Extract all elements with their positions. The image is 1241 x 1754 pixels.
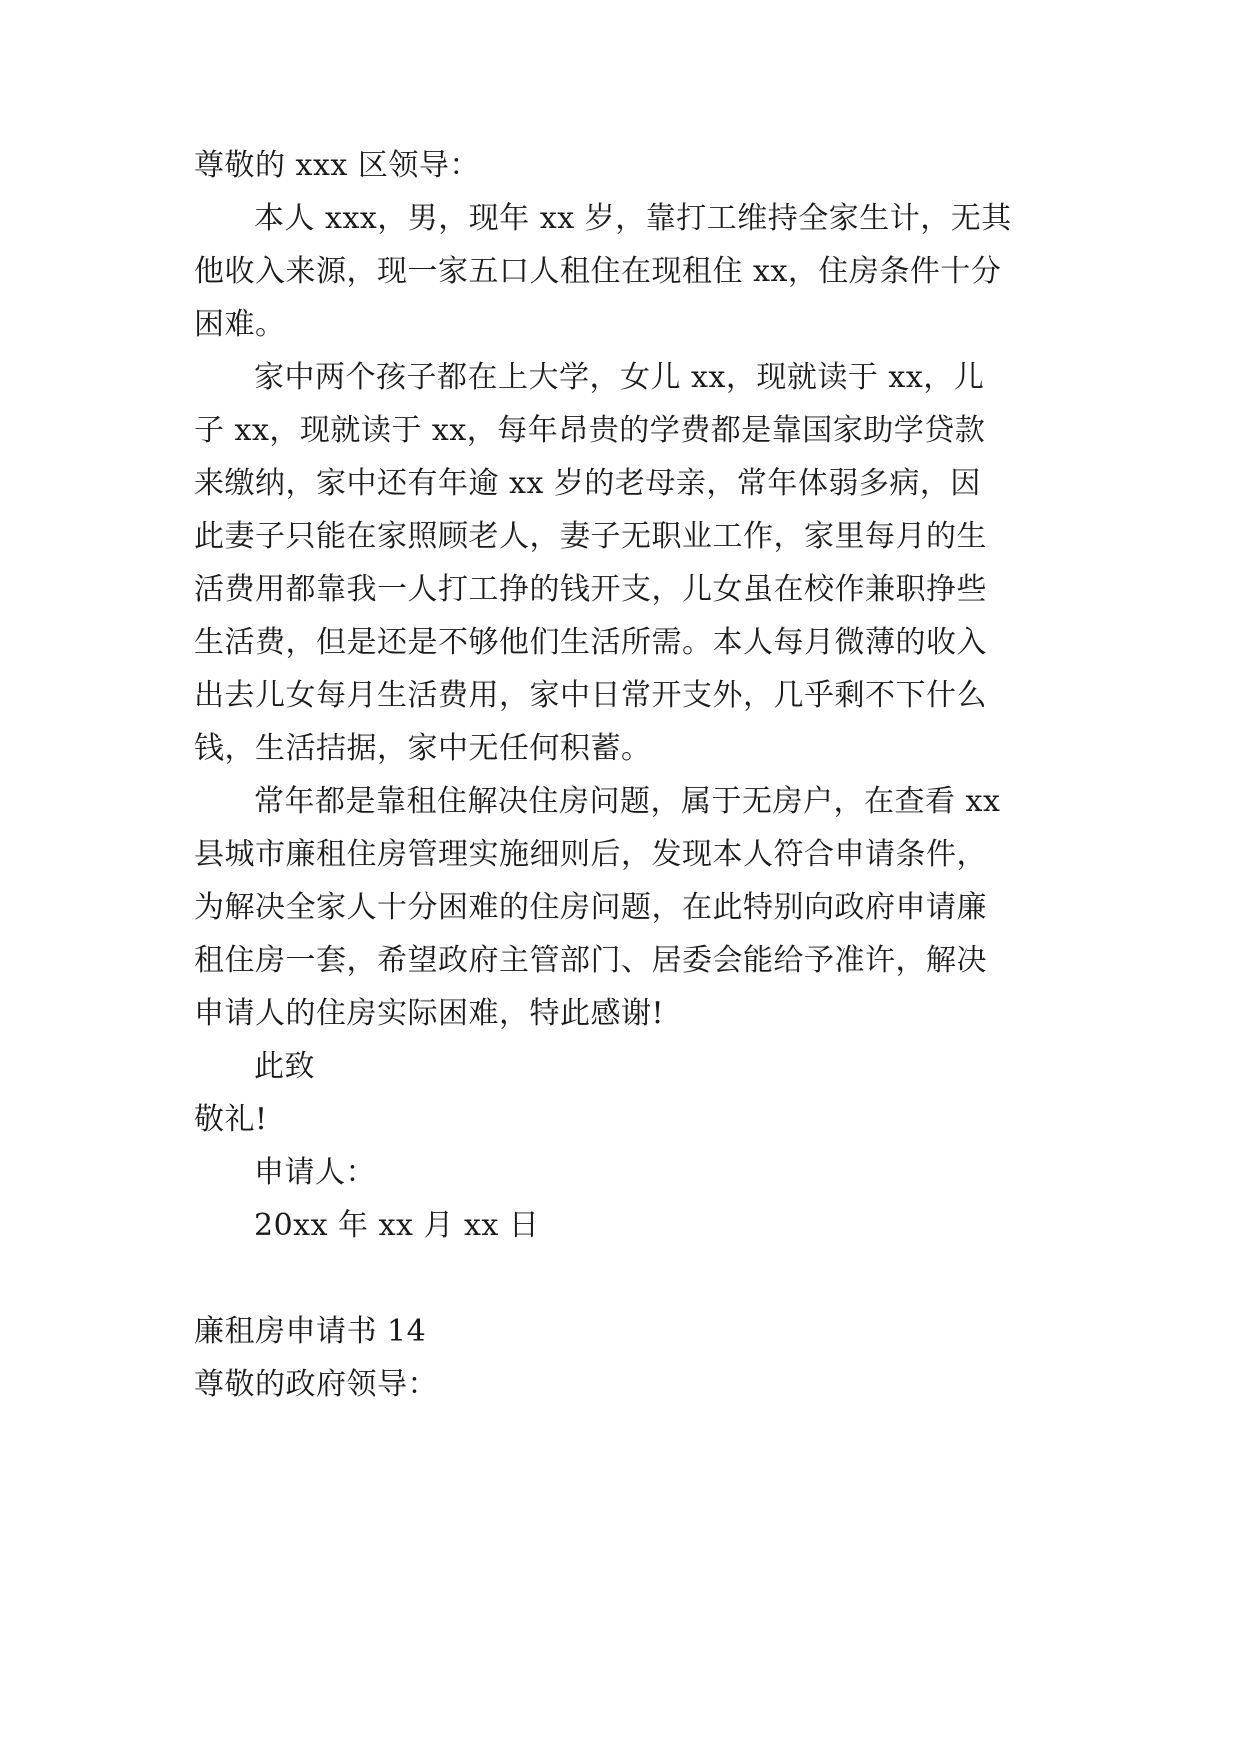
next-letter-title: 廉租房申请书 14: [194, 1314, 427, 1349]
paragraph-request-line: 为解决全家人十分困难的住房问题，在此特别向政府申请廉: [194, 890, 987, 925]
closing-cizhi: 此致: [254, 1049, 315, 1084]
paragraph-family-line: 家中两个孩子都在上大学，女儿 xx，现就读于 xx，儿: [254, 360, 985, 395]
paragraph-intro-line: 他收入来源，现一家五口人租住在现租住 xx，住房条件十分: [194, 254, 1002, 289]
next-letter-salutation: 尊敬的政府领导：: [194, 1367, 438, 1402]
paragraph-family-line: 子 xx，现就读于 xx，每年昂贵的学费都是靠国家助学贷款: [194, 413, 986, 448]
paragraph-family-line: 出去儿女每月生活费用，家中日常开支外，几乎剩不下什么: [194, 678, 987, 713]
paragraph-family-line: 生活费，但是还是不够他们生活所需。本人每月微薄的收入: [194, 625, 987, 660]
salutation: 尊敬的 xxx 区领导：: [194, 148, 480, 183]
paragraph-family-line: 来缴纳，家中还有年逾 xx 岁的老母亲，常年体弱多病，因: [194, 466, 981, 501]
paragraph-request-line: 常年都是靠租住解决住房问题，属于无房户，在查看 xx: [254, 784, 1001, 819]
closing-jingli: 敬礼!: [194, 1102, 268, 1137]
paragraph-family-line: 此妻子只能在家照顾老人，妻子无职业工作，家里每月的生: [194, 519, 987, 554]
signature-date: 20xx 年 xx 月 xx 日: [254, 1208, 540, 1243]
applicant-label: 申请人：: [254, 1155, 376, 1190]
paragraph-family-line: 钱，生活拮据，家中无任何积蓄。: [194, 731, 652, 766]
paragraph-intro-line: 本人 xxx，男，现年 xx 岁，靠打工维持全家生计，无其: [254, 201, 1012, 236]
paragraph-family-line: 活费用都靠我一人打工挣的钱开支，儿女虽在校作兼职挣些: [194, 572, 987, 607]
paragraph-request-line: 县城市廉租住房管理实施细则后，发现本人符合申请条件，: [194, 837, 987, 872]
paragraph-intro-line: 困难。: [194, 307, 286, 342]
paragraph-request-line: 申请人的住房实际困难，特此感谢!: [194, 996, 665, 1031]
paragraph-request-line: 租住房一套，希望政府主管部门、居委会能给予准许，解决: [194, 943, 987, 978]
